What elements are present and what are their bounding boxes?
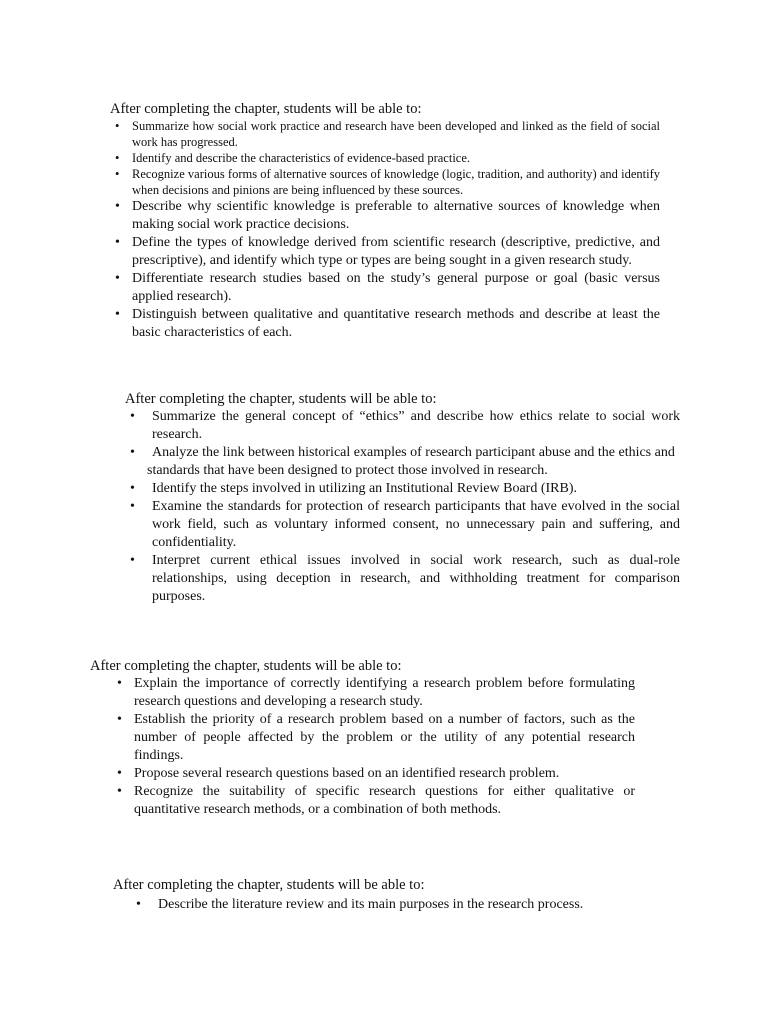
list-item xyxy=(130,896,633,914)
list-item xyxy=(110,118,660,150)
list-item-text: Examine the standards for protection of research participants that have evolved in the social work field, such as voluntary informed consent, no unnecessary pain and suffering, and confidentiality. xyxy=(152,499,680,550)
list-item-text: Differentiate research studies based on the study’s general purpose or goal (basic versus applied research). xyxy=(132,271,660,304)
list-item xyxy=(110,198,660,234)
bullet-icon: • xyxy=(130,409,135,424)
list-item xyxy=(112,711,635,765)
section-intro: After completing the chapter, students will be able to: xyxy=(110,101,422,117)
list-item xyxy=(125,552,680,606)
list-item-text: Identify and describe the characteristics of evidence-based practice. xyxy=(132,151,471,165)
list-item-text: Distinguish between qualitative and quantitative research methods and describe at least the basic characteristics of each. xyxy=(132,307,660,340)
objectives-list xyxy=(125,408,680,462)
list-item-text: Explain the importance of correctly identifying a research problem before formulating research questions and developing a research study. xyxy=(134,676,635,709)
list-item xyxy=(112,783,635,819)
bullet-icon: • xyxy=(115,119,120,133)
list-item-text: Propose several research questions based on an identified research problem. xyxy=(134,766,560,781)
list-item-text: Summarize the general concept of “ethics” and describe how ethics relate to social work research. xyxy=(152,409,680,442)
list-item-text: Establish the priority of a research problem based on a number of factors, such as the number of people affected by the problem or the utility of any potential research findings. xyxy=(134,712,635,763)
list-item xyxy=(125,480,680,498)
list-item xyxy=(110,150,660,166)
objectives-list xyxy=(112,675,635,819)
section-intro: After completing the chapter, students will be able to: xyxy=(90,658,402,674)
list-item xyxy=(110,166,660,198)
objectives-list xyxy=(125,480,680,606)
list-item xyxy=(110,270,660,306)
bullet-icon: • xyxy=(130,445,135,460)
list-item-text: Describe why scientific knowledge is preferable to alternative sources of knowledge when making social work practice decisions. xyxy=(132,199,660,232)
bullet-icon: • xyxy=(130,499,135,514)
list-item-continuation: standards that have been designed to protect those involved in research. xyxy=(147,463,548,478)
list-item-text: Analyze the link between historical examples of research participant abuse and the ethics and xyxy=(152,445,675,460)
list-item xyxy=(110,234,660,270)
bullet-icon: • xyxy=(115,271,120,286)
bullet-icon: • xyxy=(136,897,141,912)
bullet-icon: • xyxy=(115,199,120,214)
list-item-text: Define the types of knowledge derived from scientific research (descriptive, predictive, and prescriptive), and identify which type or types are being sought in a given research study. xyxy=(132,235,660,268)
list-item xyxy=(112,765,635,783)
objectives-list xyxy=(110,118,660,342)
list-item-text: Recognize various forms of alternative sources of knowledge (logic, tradition, and authority) and identify when decisions and pinions are being influenced by these sources. xyxy=(132,167,660,197)
bullet-icon: • xyxy=(115,307,120,322)
section-intro: After completing the chapter, students will be able to: xyxy=(113,877,425,893)
list-item xyxy=(125,444,680,462)
objectives-section-1 xyxy=(110,100,660,342)
bullet-icon: • xyxy=(117,766,122,781)
list-item xyxy=(125,498,680,552)
bullet-icon: • xyxy=(115,167,120,181)
bullet-icon: • xyxy=(130,481,135,496)
bullet-icon: • xyxy=(115,151,120,165)
list-item-text: Identify the steps involved in utilizing an Institutional Review Board (IRB). xyxy=(152,481,577,496)
list-item xyxy=(125,408,680,444)
objectives-section-4 xyxy=(113,876,633,914)
objectives-section-3 xyxy=(90,657,635,819)
list-item-text: Summarize how social work practice and research have been developed and linked as the field of social work has progressed. xyxy=(132,119,660,149)
bullet-icon: • xyxy=(117,676,122,691)
list-item xyxy=(110,306,660,342)
bullet-icon: • xyxy=(115,235,120,250)
objectives-section-2 xyxy=(125,390,680,606)
list-item-text: Describe the literature review and its main purposes in the research process. xyxy=(158,897,584,912)
list-item-text: Interpret current ethical issues involved in social work research, such as dual-role relationships, using deception in research, and withholding treatment for comparison purposes. xyxy=(152,553,680,604)
bullet-icon: • xyxy=(130,553,135,568)
objectives-list xyxy=(130,896,633,914)
bullet-icon: • xyxy=(117,784,122,799)
bullet-icon: • xyxy=(117,712,122,727)
list-item xyxy=(112,675,635,711)
list-item-text: Recognize the suitability of specific research questions for either qualitative or quantitative research methods, or a combination of both methods. xyxy=(134,784,635,817)
section-intro: After completing the chapter, students will be able to: xyxy=(125,391,437,407)
